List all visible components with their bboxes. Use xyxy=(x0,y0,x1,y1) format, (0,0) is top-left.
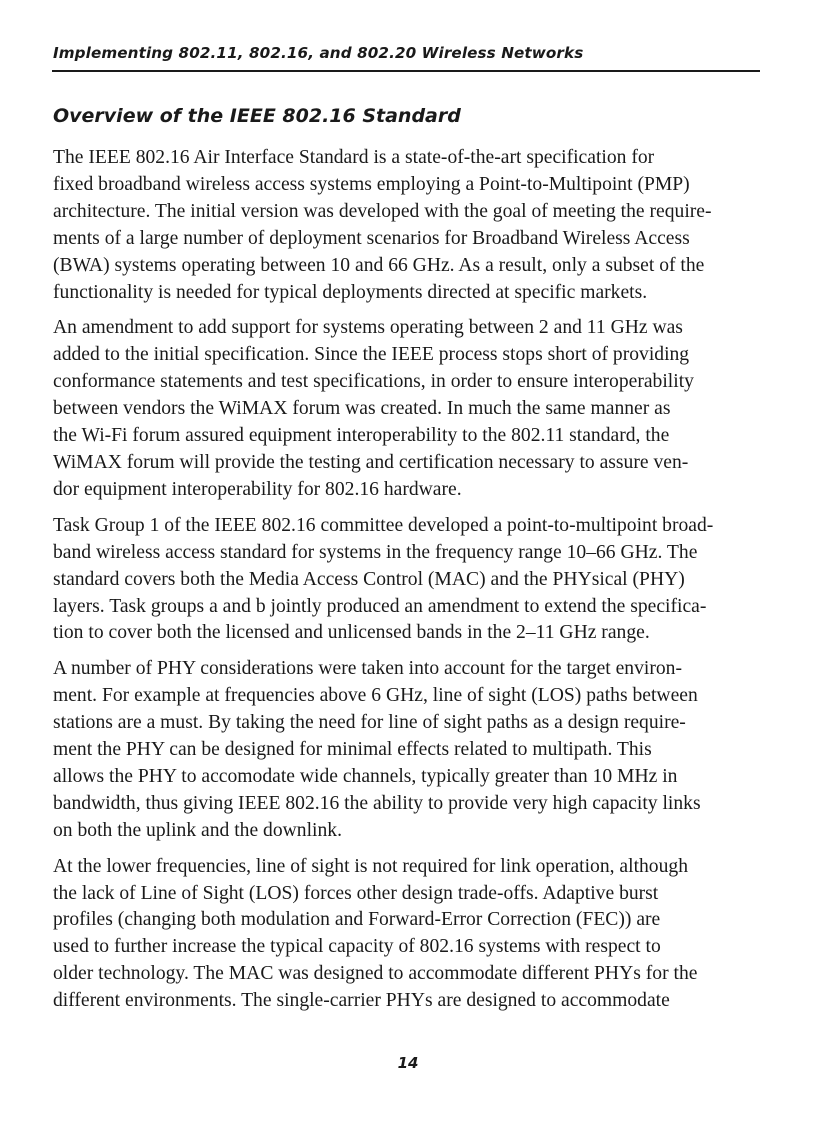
text-line: the Wi-Fi forum assured equipment interoperability to the 802.11 standard, the xyxy=(53,425,670,447)
text-line: bandwidth, thus giving IEEE 802.16 the ability to provide very high capacity links xyxy=(53,792,701,814)
page-number: 14 xyxy=(397,1054,419,1072)
body-text xyxy=(53,145,773,1024)
text-line: allows the PHY to accomodate wide channels, typically greater than 10 MHz in xyxy=(53,765,678,787)
text-line: dor equipment interoperability for 802.16 hardware. xyxy=(53,478,462,500)
paragraph xyxy=(53,145,773,306)
text-line: Task Group 1 of the IEEE 802.16 committee developed a point-to-multipoint broad- xyxy=(53,514,714,536)
text-line: At the lower frequencies, line of sight is not required for link operation, although xyxy=(53,855,688,877)
text-line: ment the PHY can be designed for minimal effects related to multipath. This xyxy=(53,739,652,761)
text-line: architecture. The initial version was developed with the goal of meeting the require- xyxy=(53,200,712,222)
paragraph xyxy=(53,854,773,1015)
text-line: ment. For example at frequencies above 6 GHz, line of sight (LOS) paths between xyxy=(53,685,698,707)
running-header: Implementing 802.11, 802.16, and 802.20 Wireless Networks xyxy=(53,44,584,62)
text-line: (BWA) systems operating between 10 and 66 GHz. As a result, only a subset of the xyxy=(53,254,705,276)
text-line: standard covers both the Media Access Control (MAC) and the PHYsical (PHY) xyxy=(53,568,685,590)
text-line: fixed broadband wireless access systems employing a Point-to-Multipoint (PMP) xyxy=(53,173,690,195)
text-line: profiles (changing both modulation and Forward-Error Correction (FEC)) are xyxy=(53,909,661,931)
text-line: An amendment to add support for systems operating between 2 and 11 GHz was xyxy=(53,317,683,339)
text-line: between vendors the WiMAX forum was created. In much the same manner as xyxy=(53,398,671,420)
text-line: band wireless access standard for systems in the frequency range 10–66 GHz. The xyxy=(53,541,698,563)
text-line: stations are a must. By taking the need for line of sight paths as a design require- xyxy=(53,712,686,734)
text-line: on both the uplink and the downlink. xyxy=(53,819,342,841)
paragraph xyxy=(53,656,773,844)
text-line: WiMAX forum will provide the testing and certification necessary to assure ven- xyxy=(53,451,689,473)
section-title: Overview of the IEEE 802.16 Standard xyxy=(53,105,461,127)
text-line: layers. Task groups a and b jointly produced an amendment to extend the specifica- xyxy=(53,595,707,617)
paragraph xyxy=(53,513,773,648)
text-line: tion to cover both the licensed and unlicensed bands in the 2–11 GHz range. xyxy=(53,622,650,644)
text-line: ments of a large number of deployment scenarios for Broadband Wireless Access xyxy=(53,227,690,249)
text-line: conformance statements and test specifications, in order to ensure interoperability xyxy=(53,371,694,393)
text-line: different environments. The single-carrier PHYs are designed to accommodate xyxy=(53,990,670,1012)
text-line: added to the initial specification. Since the IEEE process stops short of providing xyxy=(53,344,690,366)
text-line: A number of PHY considerations were taken into account for the target environ- xyxy=(53,658,682,680)
text-line: The IEEE 802.16 Air Interface Standard is a state-of-the-art specification for xyxy=(53,147,655,168)
paragraph xyxy=(53,315,773,503)
text-line: used to further increase the typical capacity of 802.16 systems with respect to xyxy=(53,936,661,958)
text-line: functionality is needed for typical deployments directed at specific markets. xyxy=(53,281,648,303)
text-line: the lack of Line of Sight (LOS) forces other design trade-offs. Adaptive burst xyxy=(53,882,659,904)
header-rule xyxy=(52,70,760,72)
text-line: older technology. The MAC was designed to accommodate different PHYs for the xyxy=(53,963,698,985)
